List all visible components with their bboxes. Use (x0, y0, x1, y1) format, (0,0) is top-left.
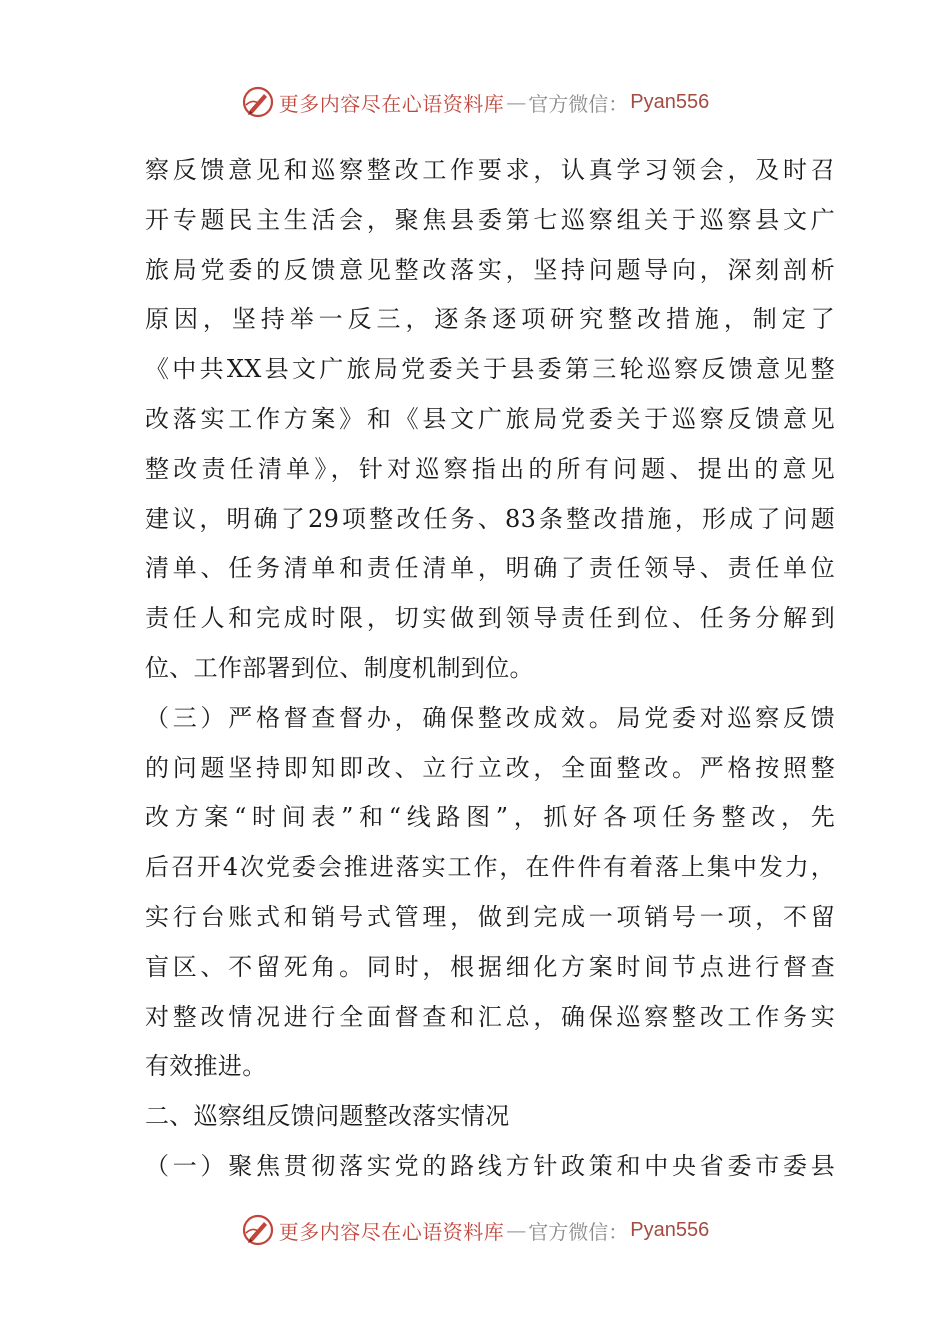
document-body (145, 146, 835, 1192)
text-line: 盲区、不留死角。同时，根据细化方案时间节点进行督查 (145, 952, 835, 981)
pen-logo-icon (241, 1213, 275, 1247)
text-line: 有效推进。 (145, 1052, 267, 1081)
banner-wechat-label: 官方微信： (528, 91, 629, 116)
text-line: 实行台账式和销号式管理，做到完成一项销号一项，不留 (145, 902, 835, 931)
banner-dash: — (506, 1218, 527, 1242)
text-line: （三）严格督查督办，确保整改成效。局党委对巡察反馈 (145, 703, 835, 732)
footer-watermark-banner (0, 1210, 950, 1250)
text-line: 的问题坚持即知即改、立行立改，全面整改。严格按照整 (145, 753, 835, 782)
text-line: 整改责任清单》，针对巡察指出的所有问题、提出的意见 (145, 454, 835, 483)
text-line: （一）聚焦贯彻落实党的路线方针政策和中央省委市委县 (145, 1151, 835, 1180)
banner-dash: — (506, 90, 527, 114)
text-line: 察反馈意见和巡察整改工作要求，认真学习领会，及时召 (145, 156, 835, 184)
banner-site-text: 更多内容尽在心语资料库 (278, 1219, 505, 1244)
text-line: 建议，明确了29项整改任务、83条整改措施，形成了问题 (145, 504, 835, 533)
text-line: 开专题民主生活会，聚焦县委第七巡察组关于巡察县文广 (145, 205, 835, 234)
banner-wechat-id: Pyan556 (630, 1218, 710, 1241)
text-line: 原因，坚持举一反三，逐条逐项研究整改措施，制定了 (145, 305, 835, 334)
text-line: 《中共XX县文广旅局党委关于县委第三轮巡察反馈意见整 (145, 355, 835, 384)
banner-site-text: 更多内容尽在心语资料库 (278, 91, 505, 116)
text-line: 责任人和完成时限，切实做到领导责任到位、任务分解到 (145, 604, 835, 633)
text-line: 位、工作部署到位、制度机制到位。 (145, 653, 534, 682)
header-watermark-banner (0, 82, 950, 122)
banner-wechat-label: 官方微信： (528, 1219, 629, 1244)
text-line: 改落实工作方案》和《县文广旅局党委关于巡察反馈意见 (145, 404, 835, 433)
text-line: 清单、任务清单和责任清单，明确了责任领导、责任单位 (145, 554, 835, 583)
text-line: 旅局党委的反馈意见整改落实，坚持问题导向，深刻剖析 (145, 255, 835, 284)
banner-wechat-id: Pyan556 (630, 90, 710, 113)
text-line: 对整改情况进行全面督查和汇总，确保巡察整改工作务实 (145, 1002, 835, 1031)
text-line: 二、巡察组反馈问题整改落实情况 (145, 1102, 510, 1131)
pen-logo-icon (241, 85, 275, 119)
text-line: 后召开4次党委会推进落实工作，在件件有着落上集中发力， (145, 853, 835, 882)
text-line: 改方案“时间表”和“线路图”，抓好各项任务整改，先 (145, 803, 835, 832)
